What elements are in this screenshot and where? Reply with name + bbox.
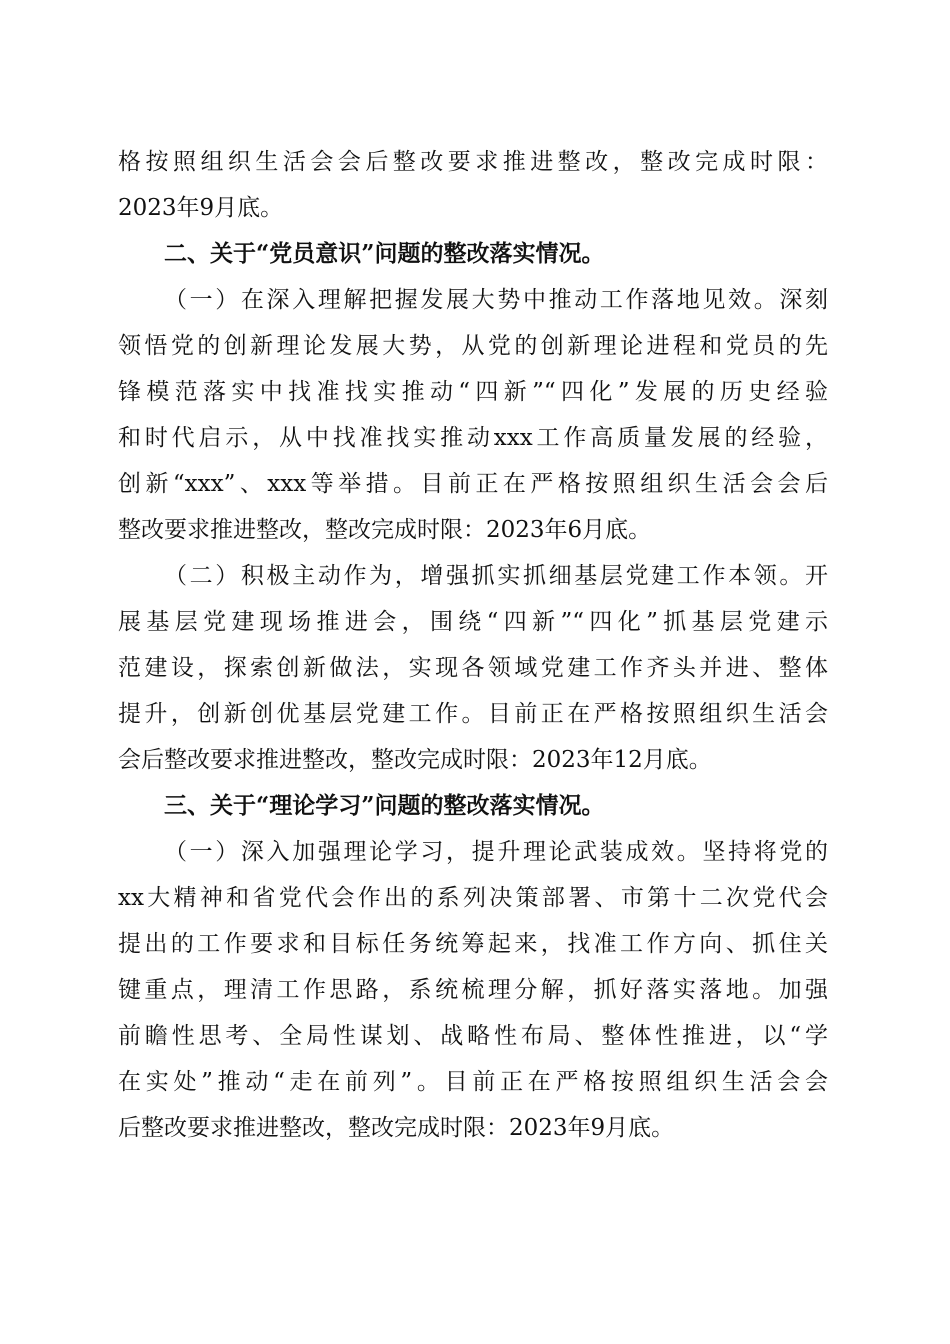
paragraph-line: 提出的工作要求和目标任务统筹起来，找准工作方向、抓住关	[118, 931, 828, 957]
section-heading-3: 三、关于“理论学习”问题的整改落实情况。	[164, 792, 605, 819]
paragraph-line: （一）深入加强理论学习，提升理论武装成效。坚持将党的	[164, 839, 828, 865]
paragraph-line: 锋模范落实中找准找实推动“四新”“四化”发展的历史经验	[118, 379, 828, 405]
section-heading-2: 二、关于“党员意识”问题的整改落实情况。	[164, 240, 605, 267]
paragraph-line: 展基层党建现场推进会，围绕“四新”“四化”抓基层党建示	[118, 609, 828, 635]
paragraph-line: 和时代启示，从中找准找实推动xxx工作高质量发展的经验，	[118, 425, 828, 451]
paragraph-line: 创新“xxx”、xxx等举措。目前正在严格按照组织生活会会后	[118, 471, 828, 497]
paragraph-line: 2023年9月底。	[118, 195, 284, 221]
paragraph-line: 整改要求推进整改，整改完成时限：2023年6月底。	[118, 517, 652, 543]
paragraph-line: 范建设，探索创新做法，实现各领域党建工作齐头并进、整体	[118, 655, 828, 681]
paragraph-line: （二）积极主动作为，增强抓实抓细基层党建工作本领。开	[164, 563, 828, 589]
paragraph-line: 领悟党的创新理论发展大势，从党的创新理论进程和党员的先	[118, 333, 828, 359]
paragraph-line: 在实处”推动“走在前列”。目前正在严格按照组织生活会会	[118, 1069, 828, 1095]
paragraph-line: 提升，创新创优基层党建工作。目前正在严格按照组织生活会	[118, 701, 828, 727]
paragraph-line: 会后整改要求推进整改，整改完成时限：2023年12月底。	[118, 747, 712, 773]
paragraph-line: 后整改要求推进整改，整改完成时限：2023年9月底。	[118, 1115, 675, 1141]
paragraph-line: 键重点，理清工作思路，系统梳理分解，抓好落实落地。加强	[118, 977, 828, 1003]
paragraph-line: 前瞻性思考、全局性谋划、战略性布局、整体性推进，以“学	[118, 1023, 828, 1049]
paragraph-line: （一）在深入理解把握发展大势中推动工作落地见效。深刻	[164, 287, 828, 313]
paragraph-line: xx大精神和省党代会作出的系列决策部署、市第十二次党代会	[118, 885, 828, 911]
paragraph-line: 格按照组织生活会会后整改要求推进整改，整改完成时限：	[118, 149, 828, 175]
